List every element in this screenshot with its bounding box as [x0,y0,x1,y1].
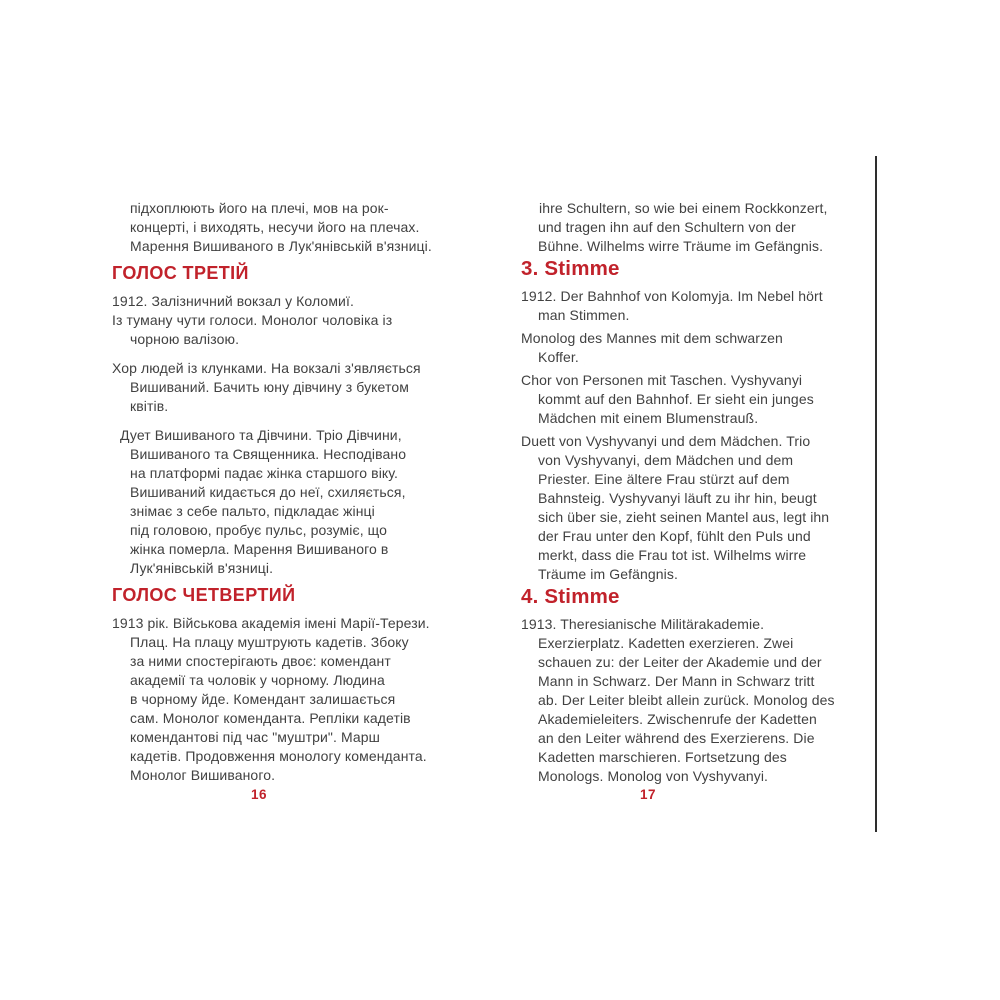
section-heading: 3. Stimme [521,257,620,280]
text-line: und tragen ihn auf den Schultern von der [538,219,796,235]
paragraph [112,199,472,256]
paragraph [521,199,881,256]
text-line: Mädchen mit einem Blumenstrauß. [538,410,759,426]
text-line: кадетів. Продовження монологу коменданта. [130,748,427,764]
text-line: Monologs. Monolog von Vyshyvanyi. [538,768,769,784]
paragraph [521,329,881,367]
text-line: знімає з себе пальто, підкладає жінці [130,503,375,519]
text-line: Із туману чути голоси. Монолог чоловіка із [112,312,393,328]
text-line: Bühne. Wilhelms wirre Träume im Gefängnis. [538,238,824,254]
text-line: 1912. Der Bahnhof von Kolomyja. Im Nebel hört [521,288,823,304]
text-line: комендантові під час "муштри". Марш [130,729,380,745]
text-line: man Stimmen. [538,307,630,323]
text-line: sich über sie, zieht seinen Mantel aus, legt ihn [538,509,830,525]
paragraph [112,426,472,578]
text-line: Kadetten marschieren. Fortsetzung des [538,749,787,765]
text-line: von Vyshyvanyi, dem Mädchen und dem [538,452,794,468]
text-line: merkt, dass die Frau tot ist. Wilhelms wirre [538,547,807,563]
text-line: Вишиваний. Бачить юну дівчину з букетом [130,379,409,395]
page-number-right: 17 [640,787,657,802]
text-line: Дует Вишиваного та Дівчини. Тріо Дівчини, [120,427,402,443]
text-line: Лук'янівській в'язниці. [130,560,274,576]
page-number-left: 16 [251,787,268,802]
text-line: an den Leiter während des Exerzierens. Die [538,730,815,746]
text-line: Хор людей із клунками. На вокзалі з'являється [112,360,421,376]
text-line: підхоплюють його на плечі, мов на рок- [130,200,389,216]
text-line: Exerzierplatz. Kadetten exerzieren. Zwei [538,635,794,651]
text-line: квітів. [130,398,169,414]
left-page-text-column [112,199,472,785]
text-line: schauen zu: der Leiter der Akademie und der [538,654,822,670]
text-line: ab. Der Leiter bleibt allein zurück. Monolog des [538,692,835,708]
paragraph [112,614,472,785]
text-line: Плац. На плацу муштрують кадетів. Збоку [130,634,409,650]
text-line: 1913. Theresianische Militärakademie. [521,616,765,632]
text-line: Koffer. [538,349,579,365]
text-line: сам. Монолог коменданта. Репліки кадетів [130,710,411,726]
text-line: академії та чоловік у чорному. Людина [130,672,385,688]
text-line: на платформі падає жінка старшого віку. [130,465,398,481]
text-line: Марення Вишиваного в Лук'янівській в'язниці. [130,238,432,254]
paragraph [112,292,472,311]
text-line: за ними спостерігають двоє: комендант [130,653,391,669]
text-line: Монолог Вишиваного. [130,767,276,783]
paragraph [112,359,472,416]
text-line: чорною валізою. [130,331,240,347]
text-line: в чорному йде. Комендант залишається [130,691,396,707]
text-line: kommt auf den Bahnhof. Er sieht ein junges [538,391,814,407]
text-line: жінка померла. Марення Вишиваного в [130,541,389,557]
text-line: Chor von Personen mit Taschen. Vyshyvanyi [521,372,803,388]
text-line: Mann in Schwarz. Der Mann in Schwarz tritt [538,673,815,689]
paragraph [521,371,881,428]
text-line: під головою, пробує пульс, розуміє, що [130,522,388,538]
text-line: 1912. Залізничний вокзал у Коломиї. [112,293,354,309]
page-edge-rule [875,156,877,832]
section-heading: ГОЛОС ЧЕТВЕРТИЙ [112,585,296,605]
text-line: ihre Schultern, so wie bei einem Rockkonzert, [539,200,828,216]
paragraph [521,615,881,786]
paragraph [112,311,472,349]
text-line: Priester. Eine ältere Frau stürzt auf dem [538,471,790,487]
text-line: Duett von Vyshyvanyi und dem Mädchen. Trio [521,433,811,449]
text-line: der Frau unter den Kopf, fühlt den Puls und [538,528,811,544]
paragraph [521,287,881,325]
right-page-text-column [521,199,881,786]
paragraph [521,432,881,584]
text-line: концерті, і виходять, несучи його на плечах. [130,219,420,235]
text-line: Вишиваного та Священника. Несподівано [130,446,407,462]
text-line: Bahnsteig. Vyshyvanyi läuft zu ihr hin, beugt [538,490,817,506]
text-line: 1913 рік. Військова академія імені Марії-Терези. [112,615,430,631]
text-line: Akademieleiters. Zwischenrufe der Kadetten [538,711,817,727]
section-heading: 4. Stimme [521,585,620,608]
section-heading: ГОЛОС ТРЕТІЙ [112,263,249,283]
text-line: Monolog des Mannes mit dem schwarzen [521,330,783,346]
text-line: Träume im Gefängnis. [538,566,678,582]
text-line: Вишиваний кидається до неї, схиляється, [130,484,406,500]
